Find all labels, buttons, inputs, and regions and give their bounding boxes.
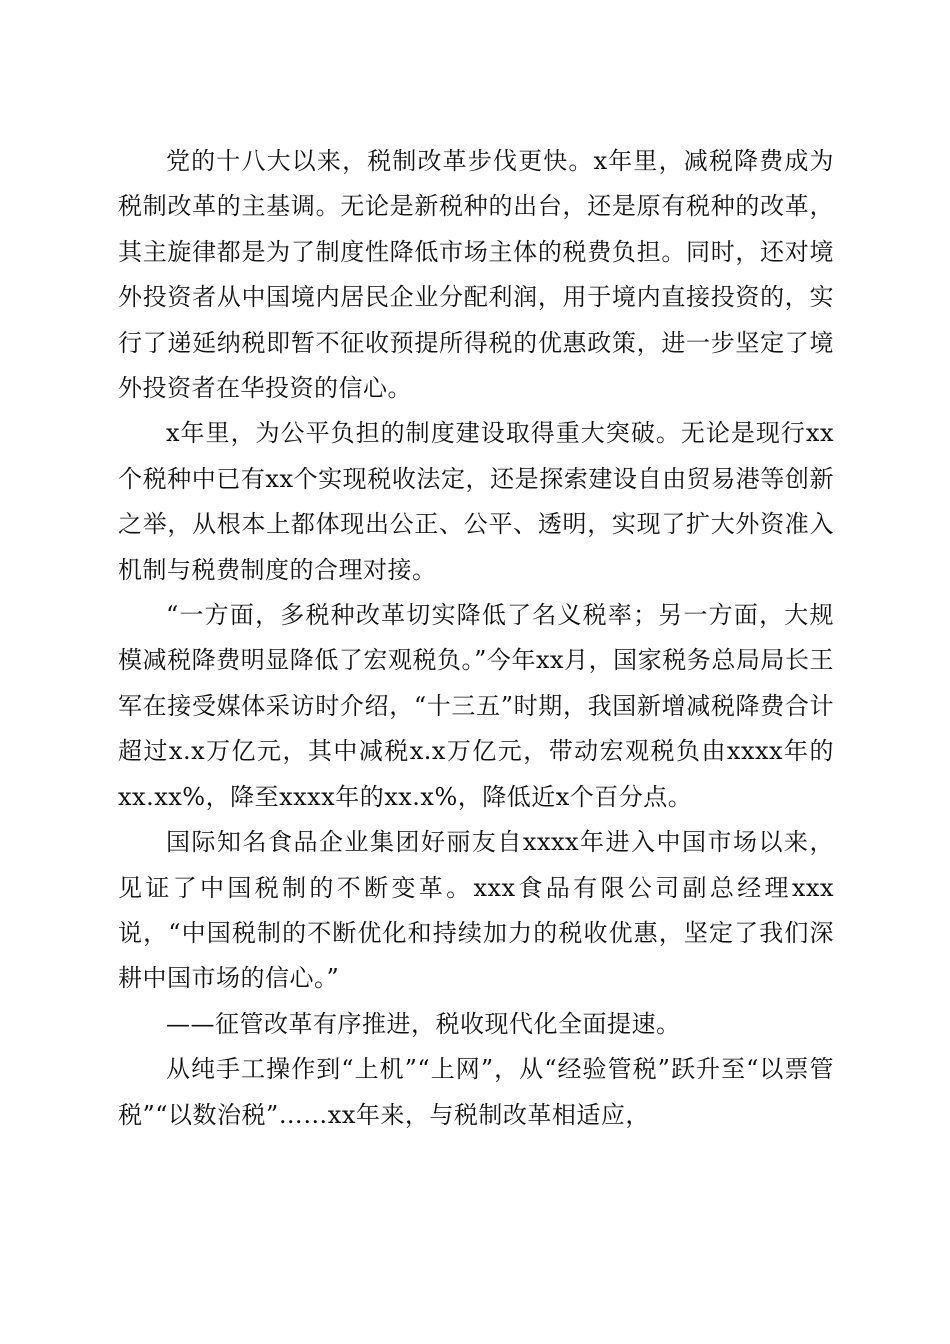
- paragraph-section-heading: ——征管改革有序推进，税收现代化全面提速。: [166, 1009, 681, 1038]
- paragraph-orion-testimony: 国际知名食品企业集团好丽友自xxxx年进入中国市场以来，见证了中国税制的不断变革。xxx食品有限公司副总经理xxx说，“中国税制的不断优化和持续加力的税收优惠，坚定了我们深耕中国市场的信心。”: [118, 828, 834, 993]
- document-body: [118, 139, 834, 1138]
- paragraph-collection-reform: 从纯手工操作到“上机”“上网”，从“经验管税”跃升至“以票管税”“以数治税”……xx年来，与税制改革相适应，: [118, 1055, 834, 1129]
- paragraph-macro-tax-burden: “一方面，多税种改革切实降低了名义税率；另一方面，大规模减税降费明显降低了宏观税负。”今年xx月，国家税务总局局长王军在接受媒体采访时介绍，“十三五”时期，我国新增减税降费合计超过x.x万亿元，其中减税x.x万亿元，带动宏观税负由xxxx年的xx.xx%，降至xxxx年的xx.x%，降低近x个百分点。: [118, 601, 834, 811]
- paragraph-fair-burden: x年里，为公平负担的制度建设取得重大突破。无论是现行xx个税种中已有xx个实现税收法定，还是探索建设自由贸易港等创新之举，从根本上都体现出公正、公平、透明，实现了扩大外资准入机制与税费制度的合理对接。: [118, 419, 834, 584]
- paragraph-tax-reform-pace: 党的十八大以来，税制改革步伐更快。x年里，减税降费成为税制改革的主基调。无论是新税种的出台，还是原有税种的改革，其主旋律都是为了制度性降低市场主体的税费负担。同时，还对境外投资者从中国境内居民企业分配利润，用于境内直接投资的，实行了递延纳税即暂不征收预提所得税的优惠政策，进一步坚定了境外投资者在华投资的信心。: [118, 147, 834, 403]
